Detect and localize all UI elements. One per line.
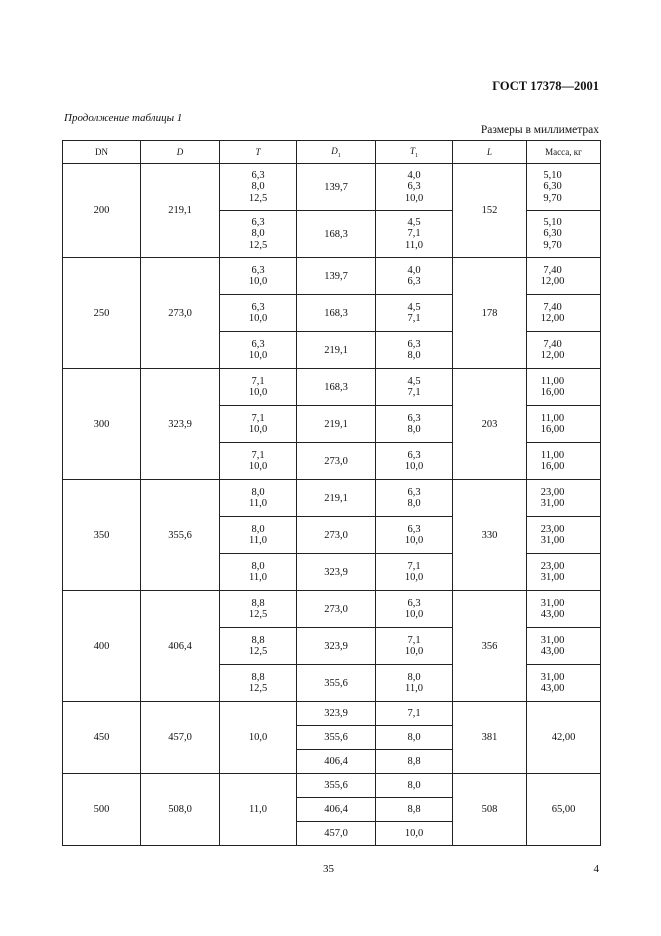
cell-mass: 7,40 12,00 xyxy=(527,332,601,369)
cell-t1: 8,8 xyxy=(376,798,453,822)
standard-code: ГОСТ 17378—2001 xyxy=(492,79,599,93)
cell-d1: 139,7 xyxy=(297,164,376,211)
table-row xyxy=(63,702,601,726)
cell-d: 406,4 xyxy=(141,591,220,702)
cell-d: 273,0 xyxy=(141,258,220,369)
cell-d1: 323,9 xyxy=(297,628,376,665)
cell-d1: 355,6 xyxy=(297,665,376,702)
col-header-t: T xyxy=(220,141,297,164)
cell-t1: 4,5 7,1 xyxy=(376,369,453,406)
col-header-t1: $T_1$ xyxy=(376,141,453,164)
cell-d1: 323,9 xyxy=(297,702,376,726)
cell-mass: 5,10 6,30 9,70 xyxy=(527,164,601,211)
cell-mass: 7,40 12,00 xyxy=(527,295,601,332)
col-header-l: L xyxy=(453,141,527,164)
cell-t1: 8,0 11,0 xyxy=(376,665,453,702)
cell-d1: 139,7 xyxy=(297,258,376,295)
cell-mass: 23,00 31,00 xyxy=(527,480,601,517)
cell-d: 355,6 xyxy=(141,480,220,591)
cell-mass: 31,00 43,00 xyxy=(527,591,601,628)
cell-l: 152 xyxy=(453,164,527,258)
cell-d: 219,1 xyxy=(141,164,220,258)
page-number: 35 xyxy=(323,863,334,875)
cell-t1: 8,8 xyxy=(376,750,453,774)
cell-d1: 168,3 xyxy=(297,369,376,406)
cell-t1: 8,0 xyxy=(376,774,453,798)
cell-t1: 6,3 10,0 xyxy=(376,591,453,628)
cell-t: 6,3 8,0 12,5 xyxy=(220,164,297,211)
cell-dn: 300 xyxy=(63,369,141,480)
cell-t: 6,3 10,0 xyxy=(220,258,297,295)
cell-d1: 323,9 xyxy=(297,554,376,591)
cell-l: 356 xyxy=(453,591,527,702)
table-row xyxy=(63,480,601,517)
cell-t1: 7,1 10,0 xyxy=(376,628,453,665)
cell-mass: 11,00 16,00 xyxy=(527,369,601,406)
cell-dn: 250 xyxy=(63,258,141,369)
cell-dn: 500 xyxy=(63,774,141,846)
table-row xyxy=(63,591,601,628)
cell-d1: 219,1 xyxy=(297,480,376,517)
cell-mass: 11,00 16,00 xyxy=(527,406,601,443)
cell-t1: 10,0 xyxy=(376,822,453,846)
cell-t1: 6,3 10,0 xyxy=(376,443,453,480)
cell-dn: 200 xyxy=(63,164,141,258)
cell-mass: 11,00 16,00 xyxy=(527,443,601,480)
cell-l: 203 xyxy=(453,369,527,480)
cell-d1: 219,1 xyxy=(297,406,376,443)
cell-t: 8,0 11,0 xyxy=(220,480,297,517)
cell-dn: 350 xyxy=(63,480,141,591)
cell-t: 8,8 12,5 xyxy=(220,591,297,628)
col-header-mass: Масса, кг xyxy=(527,141,601,164)
cell-d1: 457,0 xyxy=(297,822,376,846)
cell-mass: 7,40 12,00 xyxy=(527,258,601,295)
cell-t1: 6,3 10,0 xyxy=(376,517,453,554)
table-header-row xyxy=(63,141,601,164)
cell-l: 508 xyxy=(453,774,527,846)
cell-t: 6,3 8,0 12,5 xyxy=(220,211,297,258)
cell-mass: 31,00 43,00 xyxy=(527,628,601,665)
cell-d1: 168,3 xyxy=(297,211,376,258)
cell-dn: 450 xyxy=(63,702,141,774)
cell-d1: 168,3 xyxy=(297,295,376,332)
cell-mass: 31,00 43,00 xyxy=(527,665,601,702)
cell-t: 8,8 12,5 xyxy=(220,628,297,665)
cell-t1: 7,1 xyxy=(376,702,453,726)
cell-d: 457,0 xyxy=(141,702,220,774)
cell-t1: 6,3 8,0 xyxy=(376,480,453,517)
cell-t1: 4,0 6,3 xyxy=(376,258,453,295)
cell-l: 381 xyxy=(453,702,527,774)
table-continuation-label: Продолжение таблицы 1 xyxy=(64,112,183,124)
cell-t1: 6,3 8,0 xyxy=(376,332,453,369)
table-row xyxy=(63,369,601,406)
cell-t: 6,3 10,0 xyxy=(220,295,297,332)
cell-l: 330 xyxy=(453,480,527,591)
cell-d1: 355,6 xyxy=(297,726,376,750)
cell-mass: 42,00 xyxy=(527,702,601,774)
table-row xyxy=(63,774,601,798)
cell-d: 323,9 xyxy=(141,369,220,480)
cell-d: 508,0 xyxy=(141,774,220,846)
dimensions-table xyxy=(62,140,601,846)
cell-mass: 23,00 31,00 xyxy=(527,517,601,554)
cell-t1: 4,5 7,1 xyxy=(376,295,453,332)
cell-t: 10,0 xyxy=(220,702,297,774)
cell-d1: 273,0 xyxy=(297,591,376,628)
table-row xyxy=(63,258,601,295)
cell-t1: 8,0 xyxy=(376,726,453,750)
cell-mass: 5,10 6,30 9,70 xyxy=(527,211,601,258)
cell-mass: 65,00 xyxy=(527,774,601,846)
cell-mass: 23,00 31,00 xyxy=(527,554,601,591)
cell-t: 11,0 xyxy=(220,774,297,846)
cell-t: 7,1 10,0 xyxy=(220,443,297,480)
cell-t: 7,1 10,0 xyxy=(220,406,297,443)
cell-t1: 7,1 10,0 xyxy=(376,554,453,591)
col-header-d: D xyxy=(141,141,220,164)
cell-t1: 4,0 6,3 10,0 xyxy=(376,164,453,211)
cell-d1: 219,1 xyxy=(297,332,376,369)
col-header-dn: DN xyxy=(63,141,141,164)
sheet-number: 4 xyxy=(593,863,599,875)
cell-d1: 273,0 xyxy=(297,517,376,554)
cell-l: 178 xyxy=(453,258,527,369)
units-label: Размеры в миллиметрах xyxy=(480,124,599,136)
cell-t: 8,0 11,0 xyxy=(220,517,297,554)
cell-d1: 273,0 xyxy=(297,443,376,480)
cell-t: 8,0 11,0 xyxy=(220,554,297,591)
cell-t: 8,8 12,5 xyxy=(220,665,297,702)
cell-dn: 400 xyxy=(63,591,141,702)
cell-t1: 4,5 7,1 11,0 xyxy=(376,211,453,258)
cell-t: 6,3 10,0 xyxy=(220,332,297,369)
col-header-d1: $D_1$ xyxy=(297,141,376,164)
cell-t1: 6,3 8,0 xyxy=(376,406,453,443)
cell-t: 7,1 10,0 xyxy=(220,369,297,406)
cell-d1: 406,4 xyxy=(297,798,376,822)
table-row xyxy=(63,164,601,211)
cell-d1: 406,4 xyxy=(297,750,376,774)
cell-d1: 355,6 xyxy=(297,774,376,798)
